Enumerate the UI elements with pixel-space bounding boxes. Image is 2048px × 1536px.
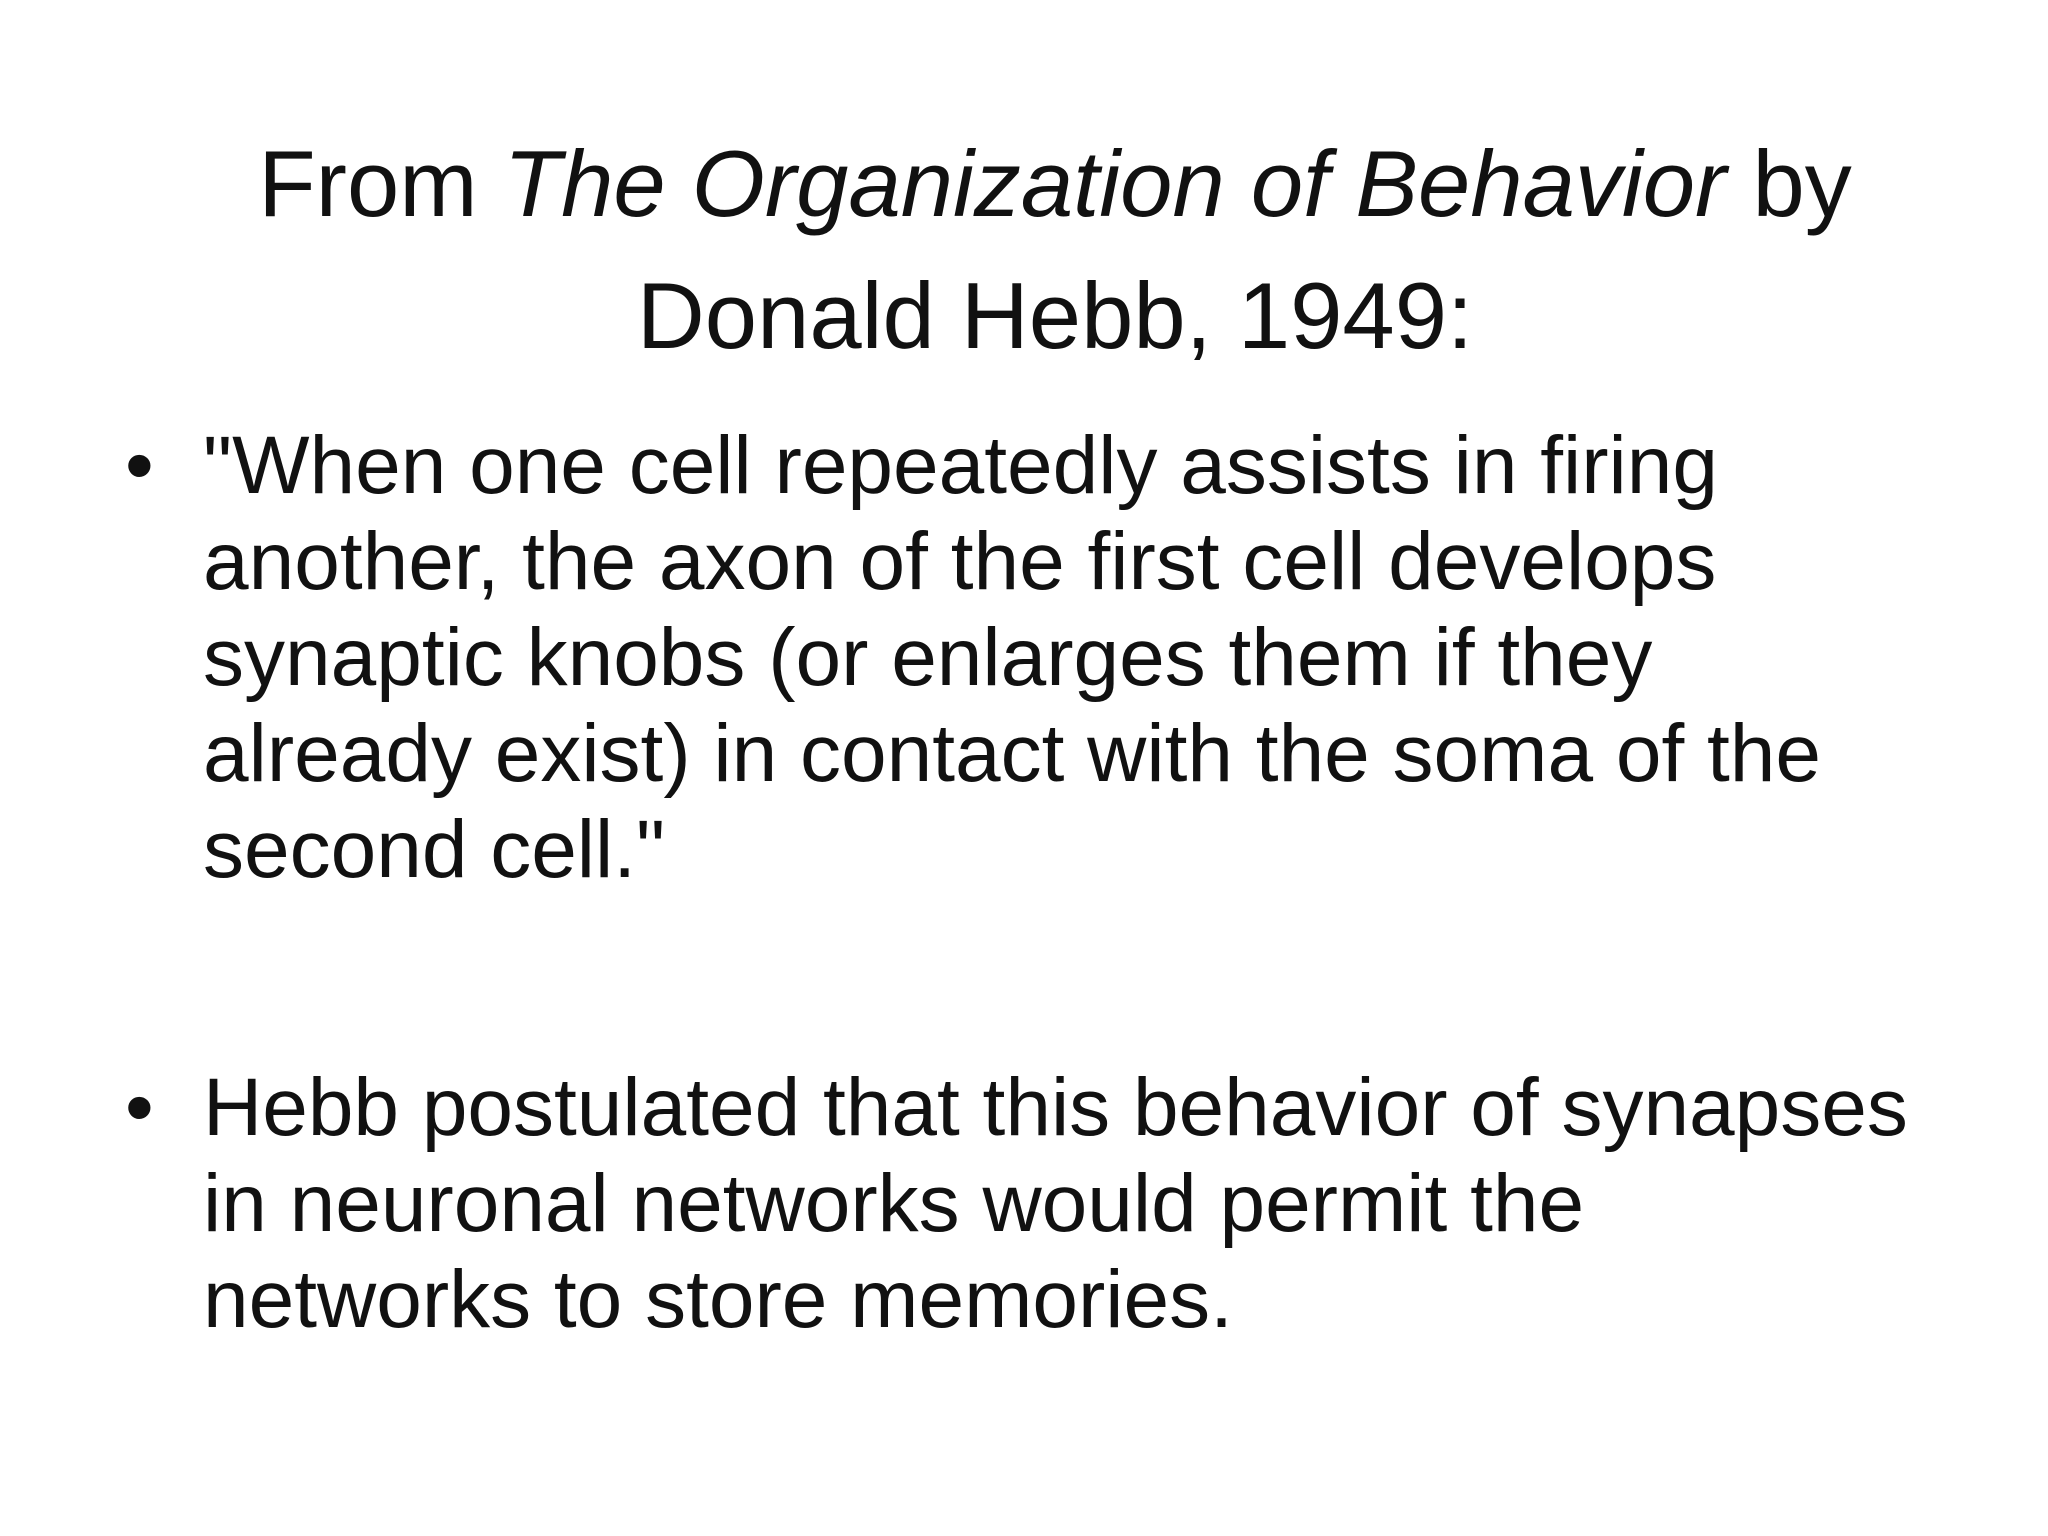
title-prefix: From — [258, 131, 504, 236]
bullet-text: "When one cell repeatedly assists in firing another, the axon of the first cell develops synaptic knobs (or enlarges them if they already exist) in contact with the soma of the second cell." — [203, 420, 1822, 895]
bullet-icon: • — [125, 1062, 154, 1153]
title-suffix: by — [1726, 131, 1852, 236]
bullet-text: Hebb postulated that this behavior of synapses in neuronal networks would permit the networks to store memories. — [203, 1062, 1908, 1345]
book-title: The Organization of Behavior — [503, 131, 1727, 236]
bullet-icon: • — [125, 420, 154, 511]
title-author-line: Donald Hebb, 1949: — [636, 263, 1474, 368]
